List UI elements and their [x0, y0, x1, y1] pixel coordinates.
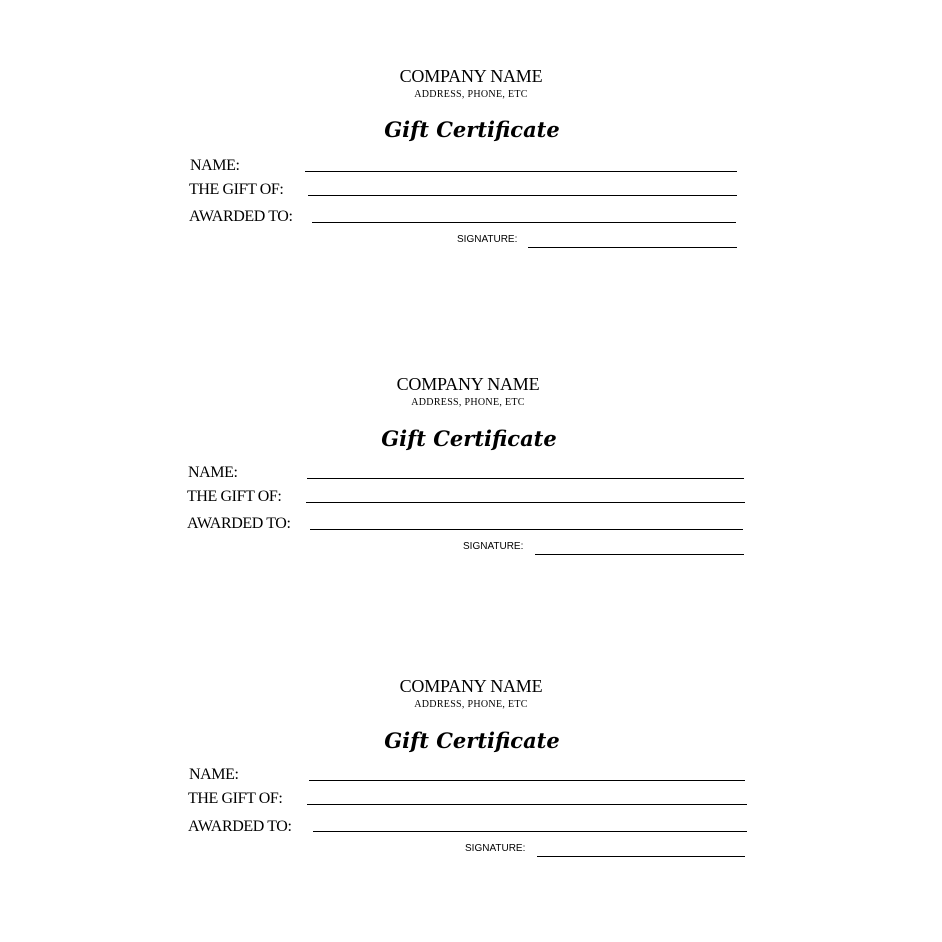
awarded-to-label: AWARDED TO: — [189, 208, 293, 225]
company-address: ADDRESS, PHONE, ETC — [414, 699, 528, 710]
company-name: COMPANY NAME — [399, 66, 543, 86]
name-line[interactable] — [305, 171, 737, 172]
gift-of-line[interactable] — [308, 195, 737, 196]
gift-certificate-1 — [0, 66, 942, 266]
certificate-title: Gift Certificate — [381, 426, 557, 451]
name-line[interactable] — [309, 780, 745, 781]
signature-label: SIGNATURE: — [457, 234, 518, 245]
company-address: ADDRESS, PHONE, ETC — [414, 89, 528, 100]
certificate-title: Gift Certificate — [384, 728, 560, 753]
company-name: COMPANY NAME — [399, 676, 543, 696]
name-label: NAME: — [190, 157, 240, 174]
gift-of-label: THE GIFT OF: — [189, 181, 284, 198]
gift-certificate-2 — [0, 374, 942, 574]
awarded-to-line[interactable] — [312, 222, 736, 223]
signature-line[interactable] — [537, 856, 745, 857]
awarded-to-label: AWARDED TO: — [188, 818, 292, 835]
awarded-to-label: AWARDED TO: — [187, 515, 291, 532]
certificate-title: Gift Certificate — [384, 117, 560, 142]
gift-of-label: THE GIFT OF: — [188, 790, 283, 807]
signature-label: SIGNATURE: — [465, 843, 526, 854]
gift-of-line[interactable] — [307, 804, 747, 805]
signature-line[interactable] — [535, 554, 744, 555]
gift-certificate-3 — [0, 676, 942, 876]
awarded-to-line[interactable] — [313, 831, 747, 832]
name-label: NAME: — [189, 766, 239, 783]
company-name: COMPANY NAME — [396, 374, 540, 394]
signature-line[interactable] — [528, 247, 737, 248]
company-address: ADDRESS, PHONE, ETC — [411, 397, 525, 408]
name-label: NAME: — [188, 464, 238, 481]
gift-of-line[interactable] — [306, 502, 745, 503]
signature-label: SIGNATURE: — [463, 541, 524, 552]
name-line[interactable] — [307, 478, 744, 479]
awarded-to-line[interactable] — [310, 529, 743, 530]
gift-of-label: THE GIFT OF: — [187, 488, 282, 505]
